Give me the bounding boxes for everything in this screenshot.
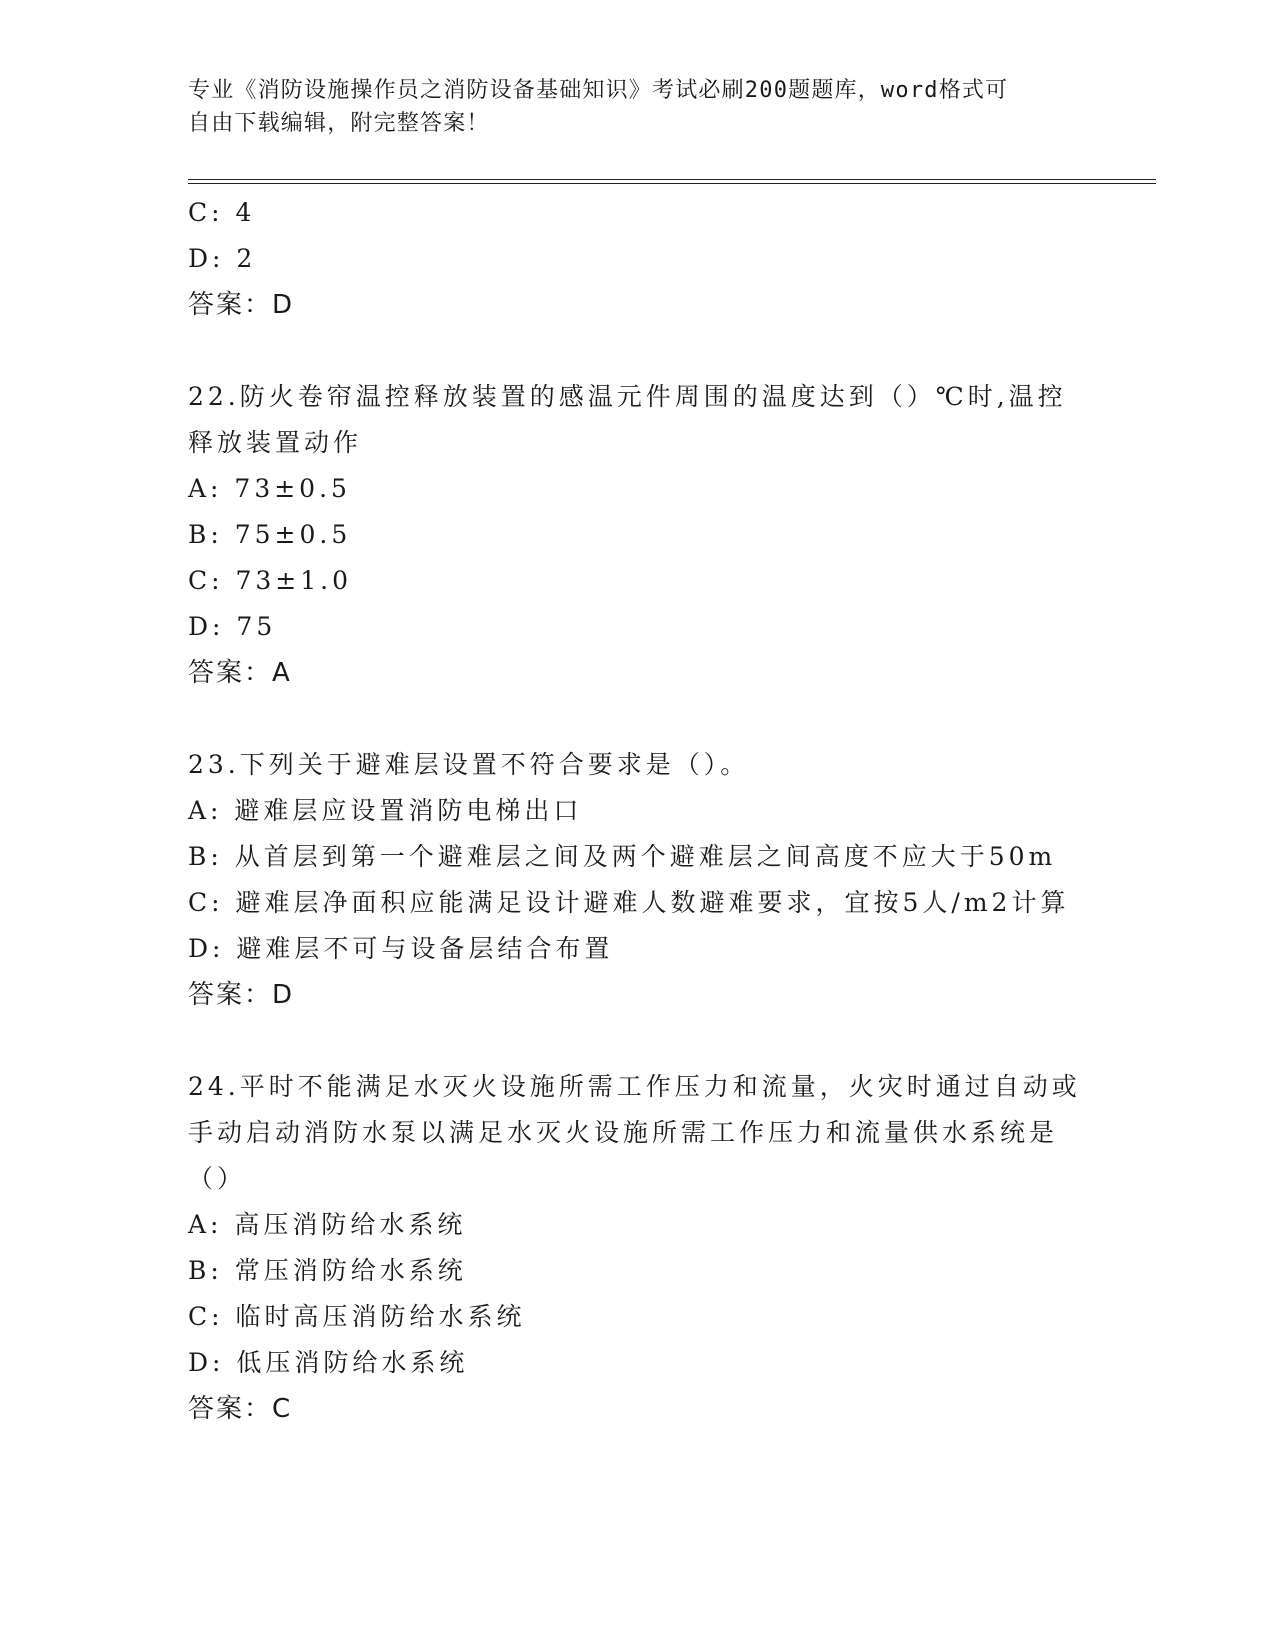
answer-line: 答案：A	[188, 658, 292, 688]
answer-line: 答案：D	[188, 290, 295, 320]
option-a: A: 避难层应设置消防电梯出口	[188, 796, 583, 825]
question-stem-continued: 释放装置动作	[188, 428, 363, 457]
question-stem: 23.下列关于避难层设置不符合要求是（）。	[188, 750, 750, 779]
question-content	[188, 190, 1088, 1432]
answer-line: 答案：C	[188, 1394, 293, 1424]
answer-line: 答案：D	[188, 980, 295, 1010]
option-d: D: 2	[188, 244, 257, 273]
option-c: C: 4	[188, 198, 256, 227]
header-line-2: 自由下载编辑，附完整答案！	[188, 111, 490, 136]
header-divider-bottom	[188, 183, 1156, 184]
option-d: D: 75	[188, 612, 277, 641]
option-a: A: 73±0.5	[188, 474, 351, 503]
document-header	[188, 74, 1088, 140]
question-22	[188, 374, 1088, 696]
question-stem: 22.防火卷帘温控释放装置的感温元件周围的温度达到（）℃时,温控	[188, 382, 1067, 411]
option-a: A: 高压消防给水系统	[188, 1210, 467, 1239]
question-24	[188, 1064, 1088, 1432]
option-b: B: 75±0.5	[188, 520, 352, 549]
header-line-1: 专业《消防设施操作员之消防设备基础知识》考试必刷200题题库，word格式可	[188, 78, 1009, 103]
spacer	[188, 696, 1088, 742]
previous-question-tail	[188, 190, 1088, 328]
question-stem: 24.平时不能满足水灭火设施所需工作压力和流量，火灾时通过自动或	[188, 1072, 1081, 1101]
header-divider-top	[188, 179, 1156, 180]
option-c: C: 73±1.0	[188, 566, 353, 595]
option-c: C: 避难层净面积应能满足设计避难人数避难要求，宜按5人/m2计算	[188, 888, 1070, 917]
spacer	[188, 328, 1088, 374]
question-stem-continued: （）	[188, 1164, 247, 1193]
option-b: B: 常压消防给水系统	[188, 1256, 467, 1285]
option-d: D: 避难层不可与设备层结合布置	[188, 934, 614, 963]
spacer	[188, 1018, 1088, 1064]
question-stem-continued: 手动启动消防水泵以满足水灭火设施所需工作压力和流量供水系统是	[188, 1118, 1059, 1147]
question-23	[188, 742, 1088, 1018]
option-b: B: 从首层到第一个避难层之间及两个避难层之间高度不应大于50m	[188, 842, 1057, 871]
option-d: D: 低压消防给水系统	[188, 1348, 469, 1377]
option-c: C: 临时高压消防给水系统	[188, 1302, 526, 1331]
